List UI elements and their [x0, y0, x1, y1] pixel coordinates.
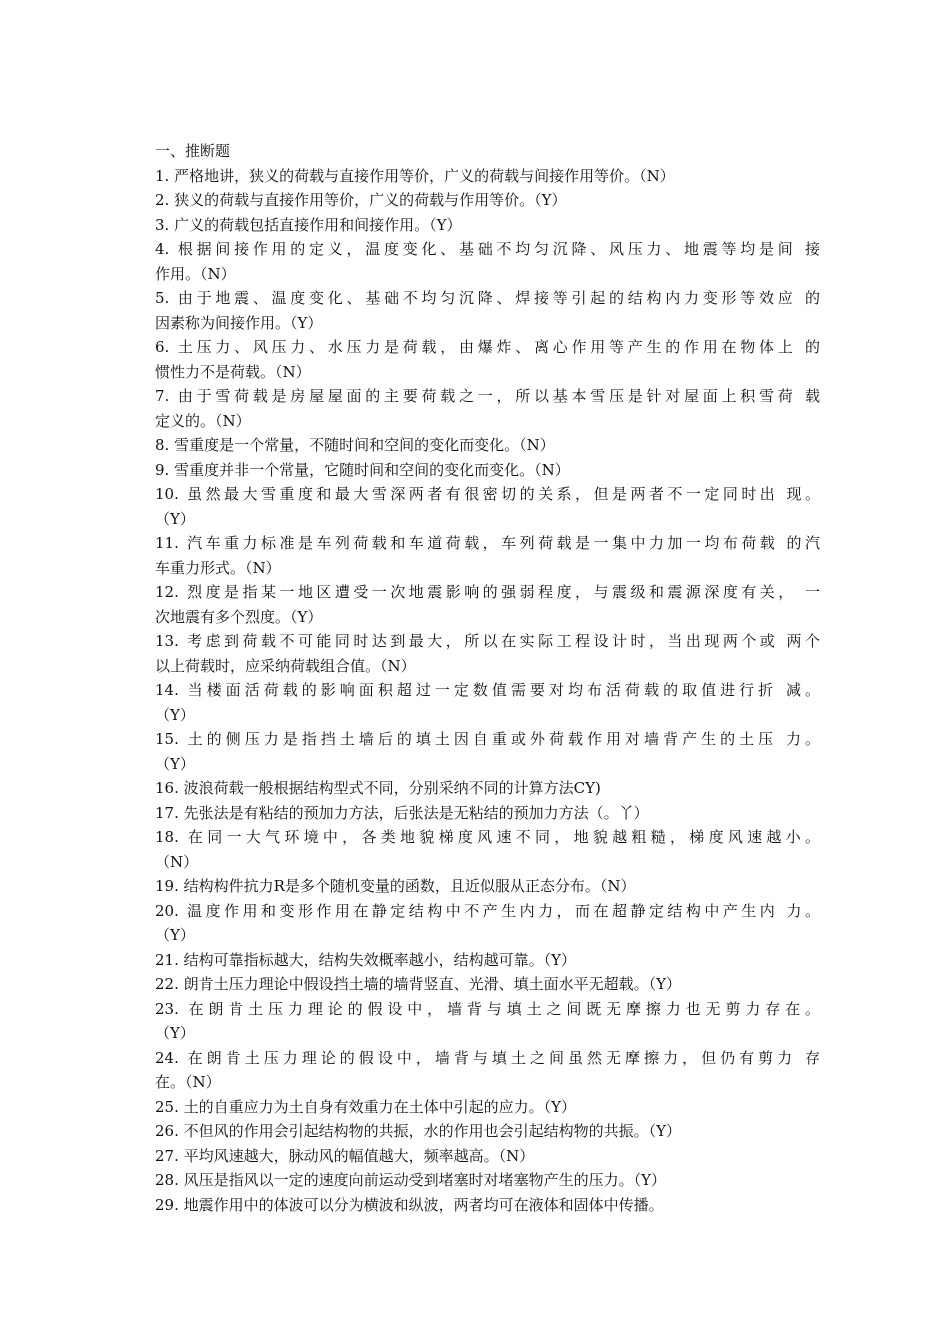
question-text-continuation: （Y）	[155, 926, 195, 944]
question-item-29	[155, 1193, 820, 1218]
question-item-19	[155, 874, 820, 899]
question-item-28	[155, 1168, 820, 1193]
question-text-continuation: 次地震有多个烈度。（Y）	[155, 607, 323, 626]
question-item-20	[155, 899, 820, 948]
question-item-16	[155, 776, 820, 801]
question-item-17	[155, 801, 820, 826]
question-item-15	[155, 727, 820, 776]
question-text-continuation: （N）	[155, 852, 199, 871]
question-text: 8. 雪重度是一个常量，不随时间和空间的变化而变化。（N）	[155, 436, 555, 454]
question-text: 10. 虽然最大雪重度和最大雪深两者有很密切的关系，但是两者不一定同时出 现。	[155, 485, 820, 503]
question-text: 27. 平均风速越大，脉动风的幅值越大，频率越高。（N）	[155, 1146, 535, 1165]
question-text: 3. 广义的荷载包括直接作用和间接作用。（Y）	[155, 215, 462, 234]
question-item-5	[155, 286, 820, 335]
question-text: 6. 土压力、风压力、水压力是荷载，由爆炸、离心作用等产生的作用在物体上 的	[155, 338, 820, 356]
section-title: 一、推断题	[155, 142, 231, 160]
document-page	[155, 139, 820, 1217]
question-item-25	[155, 1095, 820, 1120]
question-text-continuation: 作用。（N）	[155, 264, 236, 283]
question-list	[155, 164, 820, 1218]
question-item-11	[155, 531, 820, 580]
question-text-continuation: （Y）	[155, 509, 195, 528]
question-item-10	[155, 482, 820, 531]
question-text: 14. 当楼面活荷载的影响面积超过一定数值需要对均布活荷载的取值进行折 减。	[155, 681, 820, 699]
question-text-continuation: 定义的。（N）	[155, 411, 251, 430]
question-item-7	[155, 384, 820, 433]
question-text: 22. 朗肯土压力理论中假设挡土墙的墙背竖直、光滑、填土面水平无超载。（Y）	[155, 975, 682, 993]
question-text-continuation: 因素称为间接作用。（Y）	[155, 313, 323, 332]
question-item-12	[155, 580, 820, 629]
question-item-21	[155, 948, 820, 973]
question-text: 23. 在朗肯土压力理论的假设中，墙背与填土之间既无摩擦力也无剪力存在。	[155, 999, 820, 1018]
question-text: 16. 波浪荷载一般根据结构型式不同，分别采纳不同的计算方法CY)	[155, 779, 601, 797]
question-text: 18. 在同一大气环境中，各类地貌梯度风速不同，地貌越粗糙，梯度风速越小。	[155, 828, 820, 846]
question-item-4	[155, 237, 820, 286]
question-text-continuation: （Y）	[155, 705, 195, 724]
question-item-3	[155, 213, 820, 238]
question-text: 5. 由于地震、温度变化、基础不均匀沉降、焊接等引起的结构内力变形等效应 的	[155, 289, 820, 307]
question-text: 26. 不但风的作用会引起结构物的共振，水的作用也会引起结构物的共振。（Y）	[155, 1122, 682, 1140]
question-text: 25. 土的自重应力为土自身有效重力在土体中引起的应力。（Y）	[155, 1097, 577, 1116]
question-text: 21. 结构可靠指标越大，结构失效概率越小，结构越可靠。（Y）	[155, 950, 577, 969]
question-item-13	[155, 629, 820, 678]
question-text-continuation: （Y）	[155, 1024, 195, 1042]
question-item-22	[155, 972, 820, 997]
question-text: 11. 汽车重力标准是车列荷载和车道荷载，车列荷载是一集中力加一均布荷载 的汽	[155, 534, 820, 552]
question-text: 17. 先张法是有粘结的预加力方法，后张法是无粘结的预加力方法（。丫）	[155, 803, 649, 822]
question-text: 4. 根据间接作用的定义，温度变化、基础不均匀沉降、风压力、地震等均是间 接	[155, 240, 820, 258]
question-item-9	[155, 458, 820, 483]
question-text: 24. 在朗肯土压力理论的假设中，墙背与填土之间虽然无摩擦力，但仍有剪力 存	[155, 1048, 820, 1067]
question-item-8	[155, 433, 820, 458]
question-item-23	[155, 997, 820, 1046]
question-text: 19. 结构构件抗力R是多个随机变量的函数，且近似服从正态分布。（N）	[155, 877, 636, 895]
question-text-continuation: 在。（N）	[155, 1073, 221, 1091]
question-text: 13. 考虑到荷载不可能同时达到最大，所以在实际工程设计时，当出现两个或 两个	[155, 632, 820, 650]
question-text-continuation: 车重力形式。（N）	[155, 558, 281, 577]
question-item-24	[155, 1046, 820, 1095]
question-text: 7. 由于雪荷载是房屋屋面的主要荷载之一，所以基本雪压是针对屋面上积雪荷 载	[155, 387, 820, 405]
question-item-2	[155, 188, 820, 213]
question-item-18	[155, 825, 820, 874]
question-item-26	[155, 1119, 820, 1144]
question-item-6	[155, 335, 820, 384]
question-text: 12. 烈度是指某一地区遭受一次地震影响的强弱程度，与震级和震源深度有关， 一	[155, 583, 820, 601]
question-item-1	[155, 164, 820, 189]
question-text-continuation: 以上荷载时，应采纳荷载组合值。（N）	[155, 656, 416, 675]
question-text: 2. 狭义的荷载与直接作用等价，广义的荷载与作用等价。（Y）	[155, 191, 567, 209]
question-text-continuation: （Y）	[155, 754, 195, 773]
question-item-27	[155, 1144, 820, 1169]
question-text: 20. 温度作用和变形作用在静定结构中不产生内力，而在超静定结构中产生内 力。	[155, 901, 820, 920]
question-text: 9. 雪重度并非一个常量，它随时间和空间的变化而变化。（N）	[155, 460, 570, 479]
question-text: 15. 土的侧压力是指挡土墙后的填土因自重或外荷载作用对墙背产生的土压 力。	[155, 730, 820, 748]
question-text: 28. 风压是指风以一定的速度向前运动受到堵塞时对堵塞物产生的压力。（Y）	[155, 1171, 667, 1189]
question-text: 29. 地震作用中的体波可以分为横波和纵波，两者均可在液体和固体中传播。	[155, 1195, 664, 1214]
question-item-14	[155, 678, 820, 727]
question-text-continuation: 惯性力不是荷载。（N）	[155, 362, 311, 381]
question-text: 1. 严格地讲，狭义的荷载与直接作用等价，广义的荷载与间接作用等价。（N）	[155, 166, 675, 185]
